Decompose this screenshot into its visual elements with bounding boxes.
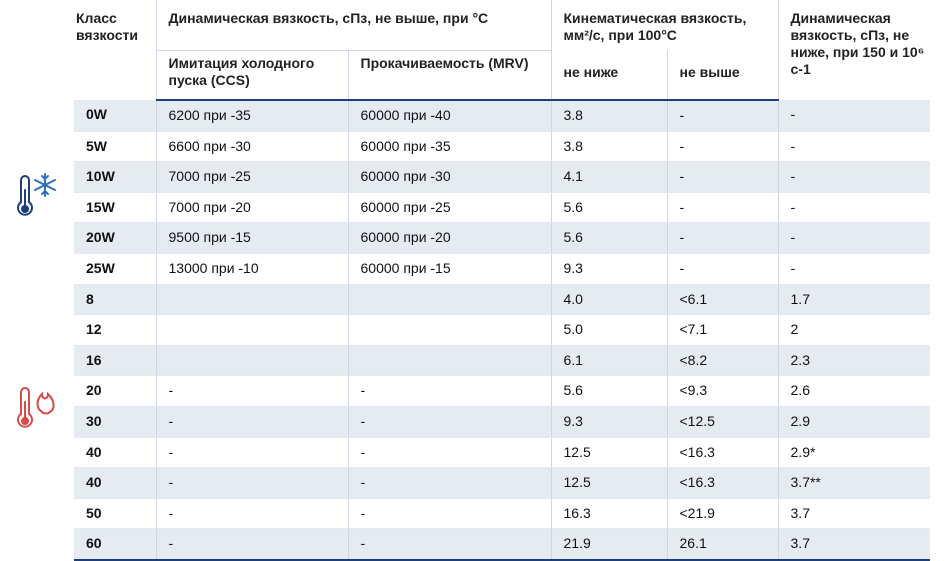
thermometer-snowflake-icon [12,172,64,222]
cell-ccs: 7000 при -25 [156,162,348,193]
cell-mrv: - [348,406,551,437]
cell-grade: 40 [74,468,156,499]
cell-kin-max: - [667,223,778,254]
cell-mrv: 60000 при -25 [348,192,551,223]
cell-kin-max: <9.3 [667,376,778,407]
header-kin-max: не выше [667,50,778,100]
cell-ccs: - [156,468,348,499]
header-ccs: Имитация холодного пуска (CCS) [156,50,348,100]
cell-kin-min: 3.8 [551,131,667,162]
cell-kin-min: 4.1 [551,162,667,193]
cell-grade: 50 [74,498,156,529]
table-row [74,468,930,499]
cell-grade: 20W [74,223,156,254]
cell-kin-min: 16.3 [551,498,667,529]
cell-ccs: 6200 при -35 [156,100,348,131]
cell-grade: 5W [74,131,156,162]
cell-hths: 1.7 [778,284,930,315]
cell-grade: 8 [74,284,156,315]
table-row [74,162,930,193]
table-row [74,223,930,254]
cell-kin-max: <16.3 [667,437,778,468]
cell-grade: 10W [74,162,156,193]
cell-kin-min: 5.0 [551,315,667,346]
table-row [74,437,930,468]
cell-ccs [156,284,348,315]
cell-kin-max: <6.1 [667,284,778,315]
thermometer-flame-icon [12,382,64,434]
cell-kin-min: 4.0 [551,284,667,315]
cell-hths: - [778,162,930,193]
cell-mrv: 60000 при -30 [348,162,551,193]
cell-mrv: - [348,529,551,560]
table-row [74,345,930,376]
cell-ccs [156,315,348,346]
cell-ccs: - [156,376,348,407]
cell-ccs: 9500 при -15 [156,223,348,254]
cell-kin-min: 5.6 [551,376,667,407]
cell-kin-max: 26.1 [667,529,778,560]
cell-hths: 3.7 [778,529,930,560]
cell-ccs: - [156,406,348,437]
cell-kin-min: 5.6 [551,223,667,254]
header-dynamic-viscosity: Динамическая вязкость, сПз, не выше, при °C [156,0,551,50]
cell-grade: 30 [74,406,156,437]
cell-hths: 3.7** [778,468,930,499]
cell-mrv: - [348,376,551,407]
cell-mrv: - [348,437,551,468]
table-row [74,315,930,346]
cell-kin-max: - [667,131,778,162]
cell-hths: 2.9 [778,406,930,437]
cell-kin-max: - [667,253,778,284]
cell-ccs: 13000 при -10 [156,253,348,284]
table-row [74,376,930,407]
table-row [74,498,930,529]
cell-mrv [348,345,551,376]
table-row [74,253,930,284]
header-grade: Класс вязкости [76,10,138,43]
cell-kin-min: 5.6 [551,192,667,223]
cell-kin-min: 3.8 [551,100,667,131]
cell-hths: 2.6 [778,376,930,407]
table-row [74,100,930,131]
cell-mrv: - [348,498,551,529]
cell-kin-min: 12.5 [551,468,667,499]
cell-mrv [348,315,551,346]
cell-hths: - [778,192,930,223]
header-hths: Динамическая вязкость, сПз, не ниже, при 150 и 10⁶ с-1 [778,0,930,100]
cell-hths: 3.7 [778,498,930,529]
cell-kin-max: - [667,100,778,131]
cell-kin-max: <12.5 [667,406,778,437]
cell-hths: - [778,131,930,162]
cell-grade: 16 [74,345,156,376]
cell-grade: 25W [74,253,156,284]
cell-kin-min: 12.5 [551,437,667,468]
cell-kin-max: <21.9 [667,498,778,529]
table-row [74,131,930,162]
cell-kin-min: 9.3 [551,253,667,284]
cell-ccs: - [156,437,348,468]
cell-kin-max: <16.3 [667,468,778,499]
cell-mrv [348,284,551,315]
header-mrv: Прокачиваемость (MRV) [348,50,551,100]
cell-grade: 0W [74,100,156,131]
cell-ccs [156,345,348,376]
cell-ccs: 7000 при -20 [156,192,348,223]
cell-grade: 15W [74,192,156,223]
cell-mrv: 60000 при -40 [348,100,551,131]
cell-hths: - [778,223,930,254]
header-kinematic-viscosity: Кинематическая вязкость, мм²/с, при 100°C [551,0,778,50]
viscosity-table [74,0,930,561]
cell-hths: 2.9* [778,437,930,468]
cell-grade: 12 [74,315,156,346]
cell-ccs: - [156,498,348,529]
cell-kin-max: <7.1 [667,315,778,346]
header-kin-min: не ниже [551,50,667,100]
cell-hths: 2.3 [778,345,930,376]
cell-hths: - [778,100,930,131]
cell-mrv: 60000 при -35 [348,131,551,162]
cell-kin-max: <8.2 [667,345,778,376]
table-row [74,192,930,223]
table-row [74,406,930,437]
table-row [74,284,930,315]
cell-grade: 40 [74,437,156,468]
cell-kin-max: - [667,192,778,223]
cell-mrv: - [348,468,551,499]
cell-hths: 2 [778,315,930,346]
cell-kin-min: 6.1 [551,345,667,376]
cell-hths: - [778,253,930,284]
cell-ccs: - [156,529,348,560]
cell-ccs: 6600 при -30 [156,131,348,162]
cell-grade: 60 [74,529,156,560]
table-row [74,529,930,560]
cell-kin-min: 21.9 [551,529,667,560]
cell-grade: 20 [74,376,156,407]
cell-mrv: 60000 при -15 [348,253,551,284]
cell-kin-max: - [667,162,778,193]
cell-mrv: 60000 при -20 [348,223,551,254]
cell-kin-min: 9.3 [551,406,667,437]
